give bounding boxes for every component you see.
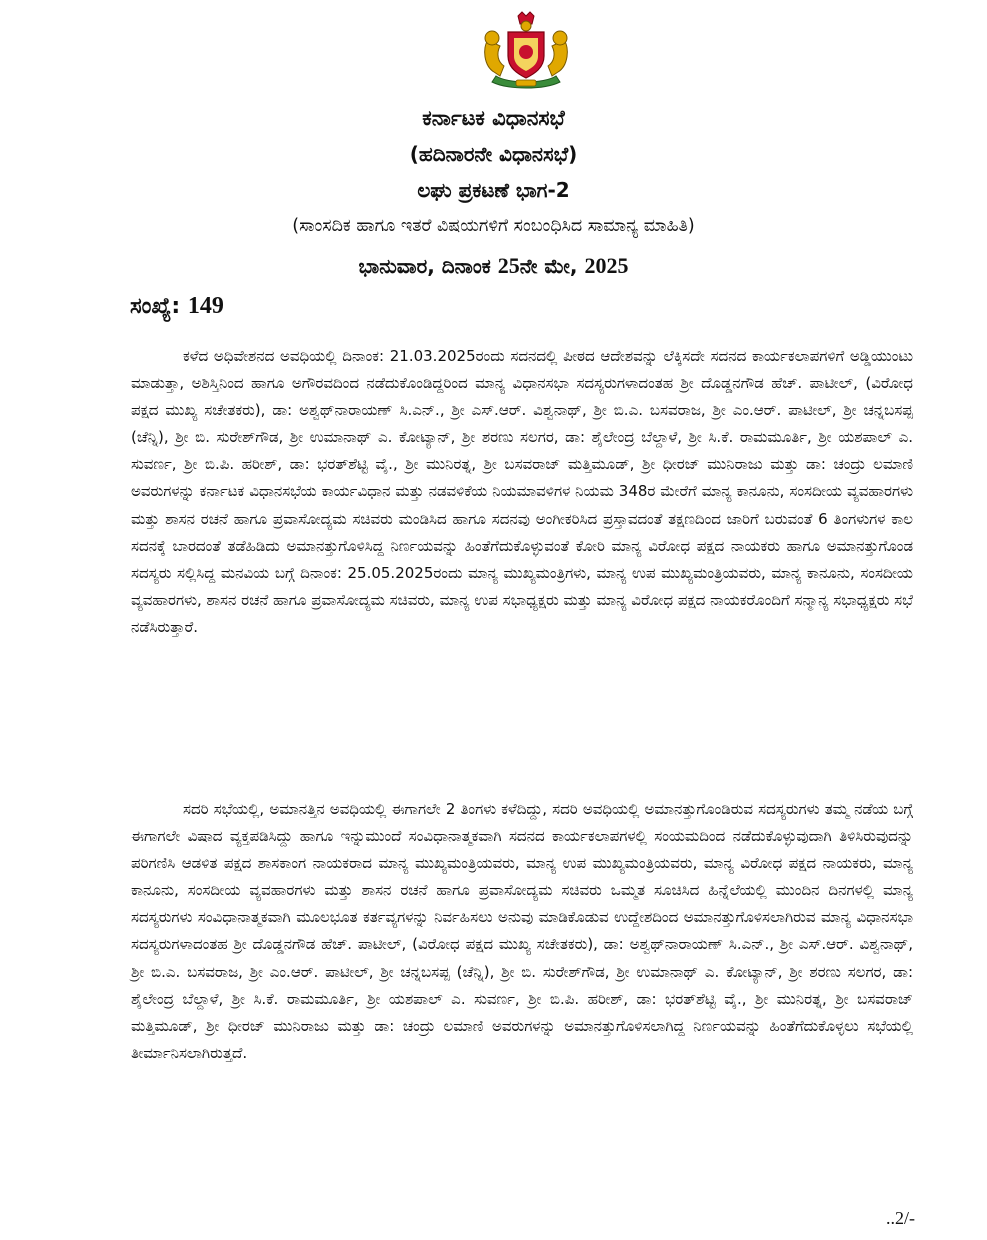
bulletin-number (130, 293, 224, 320)
body-paragraph-2: ಸದರಿ ಸಭೆಯಲ್ಲಿ, ಅಮಾನತ್ತಿನ ಅವಧಿಯಲ್ಲಿ ಈಗಾಗಲೇ 2 ತಿಂಗಳು ಕಳೆದಿದ್ದು, ಸದರಿ ಅವಧಿಯಲ್ಲಿ ಅಮಾನತ್ತುಗೊಂಡಿರುವ ಸದಸ್ಯರುಗಳು ತಮ್ಮ ನಡೆಯ ಬಗ್ಗೆ ಈಗಾಗಲೇ ವಿಷಾದ ವ್ಯಕ್ತಪಡಿಸಿದ್ದು ಹಾಗೂ ಇನ್ನುಮುಂದೆ ಸಂವಿಧಾನಾತ್ಮಕವಾಗಿ ಸದನದ ಕಾರ್ಯಕಲಾಪಗಳಲ್ಲಿ ಸಂಯಮದಿಂದ ನಡೆದುಕೊಳ್ಳುವುದಾಗಿ ತಿಳಿಸಿರುವುದನ್ನು ಪರಿಗಣಿಸಿ ಆಡಳಿತ ಪಕ್ಷದ ಶಾಸಕಾಂಗ ನಾಯಕರಾದ ಮಾನ್ಯ ಮುಖ್ಯಮಂತ್ರಿಯವರು, ಮಾನ್ಯ ಉಪ ಮುಖ್ಯಮಂತ್ರಿಯವರು, ಮಾನ್ಯ ವಿರೋಧ ಪಕ್ಷದ ನಾಯಕರು, ಮಾನ್ಯ ಕಾನೂನು, ಸಂಸದೀಯ ವ್ಯವಹಾರಗಳು ಮತ್ತು ಶಾಸನ ರಚನೆ ಹಾಗೂ ಪ್ರವಾಸೋದ್ಯಮ ಸಚಿವರು ಒಮ್ಮತ ಸೂಚಿಸಿದ ಹಿನ್ನೆಲೆಯಲ್ಲಿ ಮುಂದಿನ ದಿನಗಳಲ್ಲಿ ಮಾನ್ಯ ಸದಸ್ಯರುಗಳು ಸಂವಿಧಾನಾತ್ಮಕವಾಗಿ ಮೂಲಭೂತ ಕರ್ತವ್ಯಗಳನ್ನು ನಿರ್ವಹಿಸಲು ಅನುವು ಮಾಡಿಕೊಡುವ ಉದ್ದೇಶದಿಂದ ಅಮಾನತ್ತುಗೊಳಿಸಲಾಗಿರುವ ಮಾನ್ಯ ವಿಧಾನಸಭಾ ಸದಸ್ಯರುಗಳಾದಂತಹ ಶ್ರೀ ದೊಡ್ಡನಗೌಡ ಹೆಚ್. ಪಾಟೀಲ್, (ವಿರೋಧ ಪಕ್ಷದ ಮುಖ್ಯ ಸಚೇತಕರು), ಡಾ: ಅಶ್ವಥ್‌ನಾರಾಯಣ್ ಸಿ.ಎನ್., ಶ್ರೀ ಎಸ್.ಆರ್. ವಿಶ್ವನಾಥ್, ಶ್ರೀ ಬಿ.ಎ. ಬಸವರಾಜ, ಶ್ರೀ ಎಂ.ಆರ್. ಪಾಟೀಲ್, ಶ್ರೀ ಚನ್ನಬಸಪ್ಪ (ಚೆನ್ನಿ), ಶ್ರೀ ಬಿ. ಸುರೇಶ್‌ಗೌಡ, ಶ್ರೀ ಉಮಾನಾಥ್ ಎ. ಕೋಟ್ಯಾನ್, ಶ್ರೀ ಶರಣು ಸಲಗರ, ಡಾ: ಶೈಲೇಂದ್ರ ಬೆಲ್ದಾಳೆ, ಶ್ರೀ ಸಿ.ಕೆ. ರಾಮಮೂರ್ತಿ, ಶ್ರೀ ಯಶಪಾಲ್ ಎ. ಸುವರ್ಣ, ಶ್ರೀ ಬಿ.ಪಿ. ಹರೀಶ್, ಡಾ: ಭರತ್‌ಶೆಟ್ಟಿ ವೈ., ಶ್ರೀ ಮುನಿರತ್ನ, ಶ್ರೀ ಬಸವರಾಜ್ ಮತ್ತಿಮೂಡ್, ಶ್ರೀ ಧೀರಜ್ ಮುನಿರಾಜು ಮತ್ತು ಡಾ: ಚಂದ್ರು ಲಮಾಣಿ ಅವರುಗಳನ್ನು ಅಮಾನತ್ತುಗೊಳಿಸಲಾಗಿದ್ದ ನಿರ್ಣಯವನ್ನು ಹಿಂತೆಗೆದುಕೊಳ್ಳಲು ಸಭೆಯಲ್ಲಿ ತೀರ್ಮಾನಿಸಲಾಗಿರುತ್ತದೆ. (131, 800, 913, 1062)
date-year: 2025 (584, 253, 629, 278)
document-title: ಕರ್ನಾಟಕ ವಿಧಾನಸಭೆ (422, 106, 565, 130)
karnataka-emblem-icon (478, 10, 574, 90)
bulletin-number-label: ಸಂಖ್ಯೆ: (130, 294, 181, 319)
bulletin-number-value: 149 (187, 293, 224, 319)
bulletin-date (0, 253, 987, 279)
bulletin-heading: ಲಘು ಪ್ರಕಟಣೆ ಭಾಗ-2 (417, 178, 570, 202)
document-subtitle: (ಹದಿನಾರನೇ ವಿಧಾನಸಭೆ) (409, 142, 578, 166)
body-paragraph-1: ಕಳೆದ ಅಧಿವೇಶನದ ಅವಧಿಯಲ್ಲಿ ದಿನಾಂಕ: 21.03.2025ರಂದು ಸದನದಲ್ಲಿ ಪೀಠದ ಆದೇಶವನ್ನು ಲೆಕ್ಕಿಸದೇ ಸದನದ ಕಾರ್ಯಕಲಾಪಗಳಿಗೆ ಅಡ್ಡಿಯುಂಟು ಮಾಡುತ್ತಾ, ಅಶಿಸ್ತಿನಿಂದ ಹಾಗೂ ಅಗೌರವದಿಂದ ನಡೆದುಕೊಂಡಿದ್ದರಿಂದ ಮಾನ್ಯ ವಿಧಾನಸಭಾ ಸದಸ್ಯರುಗಳಾದಂತಹ ಶ್ರೀ ದೊಡ್ಡನಗೌಡ ಹೆಚ್. ಪಾಟೀಲ್, (ವಿರೋಧ ಪಕ್ಷದ ಮುಖ್ಯ ಸಚೇತಕರು), ಡಾ: ಅಶ್ವಥ್‌ನಾರಾಯಣ್ ಸಿ.ಎನ್., ಶ್ರೀ ಎಸ್.ಆರ್. ವಿಶ್ವನಾಥ್, ಶ್ರೀ ಬಿ.ಎ. ಬಸವರಾಜ, ಶ್ರೀ ಎಂ.ಆರ್. ಪಾಟೀಲ್, ಶ್ರೀ ಚನ್ನಬಸಪ್ಪ (ಚೆನ್ನಿ), ಶ್ರೀ ಬಿ. ಸುರೇಶ್‌ಗೌಡ, ಶ್ರೀ ಉಮಾನಾಥ್ ಎ. ಕೋಟ್ಯಾನ್, ಶ್ರೀ ಶರಣು ಸಲಗರ, ಡಾ: ಶೈಲೇಂದ್ರ ಬೆಲ್ದಾಳೆ, ಶ್ರೀ ಸಿ.ಕೆ. ರಾಮಮೂರ್ತಿ, ಶ್ರೀ ಯಶಪಾಲ್ ಎ. ಸುವರ್ಣ, ಶ್ರೀ ಬಿ.ಪಿ. ಹರೀಶ್, ಡಾ: ಭರತ್‌ಶೆಟ್ಟಿ ವೈ., ಶ್ರೀ ಮುನಿರತ್ನ, ಶ್ರೀ ಬಸವರಾಜ್ ಮತ್ತಿಮೂಡ್, ಶ್ರೀ ಧೀರಜ್ ಮುನಿರಾಜು ಮತ್ತು ಡಾ: ಚಂದ್ರು ಲಮಾಣಿ ಅವರುಗಳನ್ನು ಕರ್ನಾಟಕ ವಿಧಾನಸಭೆಯ ಕಾರ್ಯವಿಧಾನ ಮತ್ತು ನಡವಳಿಕೆಯ ನಿಯಮಾವಳಿಗಳ ನಿಯಮ 348ರ ಮೇರೆಗೆ ಮಾನ್ಯ ಕಾನೂನು, ಸಂಸದೀಯ ವ್ಯವಹಾರಗಳು ಮತ್ತು ಶಾಸನ ರಚನೆ ಹಾಗೂ ಪ್ರವಾಸೋದ್ಯಮ ಸಚಿವರು ಮಂಡಿಸಿದ ಹಾಗೂ ಸದನವು ಅಂಗೀಕರಿಸಿದ ಪ್ರಸ್ತಾವದಂತೆ ತಕ್ಷಣದಿಂದ ಜಾರಿಗೆ ಬರುವಂತೆ 6 ತಿಂಗಳುಗಳ ಕಾಲ ಸದನಕ್ಕೆ ಬಾರದಂತೆ ತಡೆಹಿಡಿದು ಅಮಾನತ್ತುಗೊಳಿಸಿದ್ದ ನಿರ್ಣಯವನ್ನು ಹಿಂತೆಗೆದುಕೊಳ್ಳುವಂತೆ ಕೋರಿ ಮಾನ್ಯ ವಿರೋಧ ಪಕ್ಷದ ನಾಯಕರು ಹಾಗೂ ಅಮಾನತ್ತುಗೊಂಡ ಸದಸ್ಯರು ಸಲ್ಲಿಸಿದ್ದ ಮನವಿಯ ಬಗ್ಗೆ ದಿನಾಂಕ: 25.05.2025ರಂದು ಮಾನ್ಯ ಮುಖ್ಯಮಂತ್ರಿಗಳು, ಮಾನ್ಯ ಉಪ ಮುಖ್ಯಮಂತ್ರಿಯವರು, ಮಾನ್ಯ ಕಾನೂನು, ಸಂಸದೀಯ ವ್ಯವಹಾರಗಳು, ಶಾಸನ ರಚನೆ ಹಾಗೂ ಪ್ರವಾಸೋದ್ಯಮ ಸಚಿವರು, ಮಾನ್ಯ ಉಪ ಸಭಾಧ್ಯಕ್ಷರು ಮತ್ತು ಮಾನ್ಯ ವಿರೋಧ ಪಕ್ಷದ ನಾಯಕರೊಂದಿಗೆ ಸನ್ಮಾನ್ಯ ಸಭಾಧ್ಯಕ್ಷರು ಸಭೆ ನಡೆಸಿರುತ್ತಾರೆ. (131, 347, 913, 636)
date-prefix: ಭಾನುವಾರ, ದಿನಾಂಕ (358, 254, 498, 278)
date-day: 25 (497, 253, 520, 278)
page-continuation-marker: ..2/- (886, 1208, 915, 1228)
bulletin-description: (ಸಾಂಸದಿಕ ಹಾಗೂ ಇತರೆ ವಿಷಯಗಳಿಗೆ ಸಂಬಂಧಿಸಿದ ಸಾಮಾನ್ಯ ಮಾಹಿತಿ) (292, 216, 695, 236)
date-suffix: ನೇ ಮೇ, (519, 254, 585, 278)
